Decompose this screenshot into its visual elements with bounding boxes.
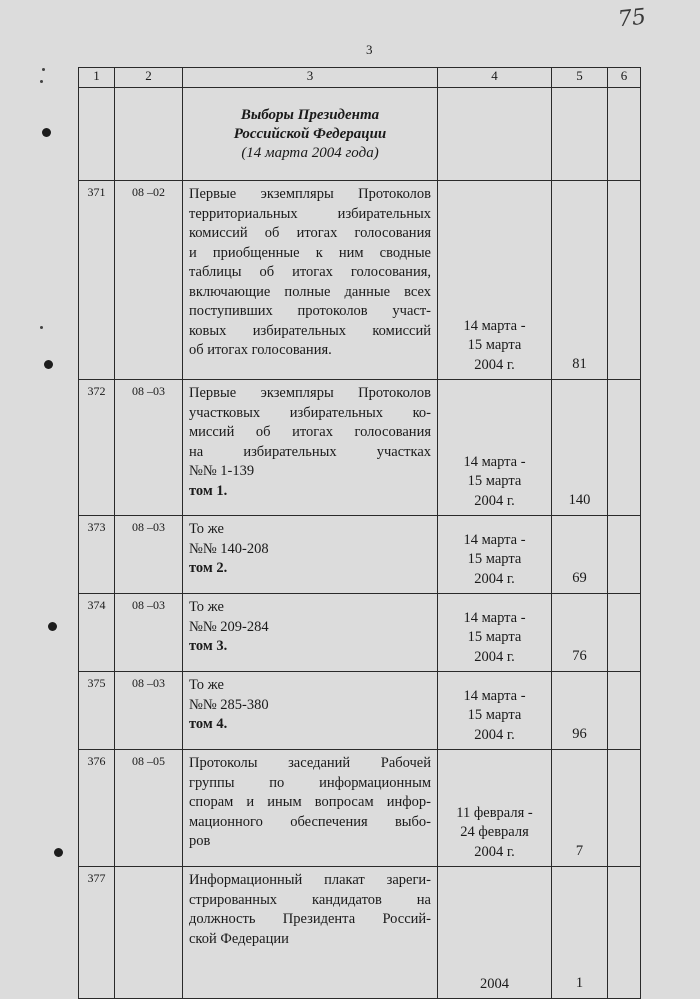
sheet-count: 96 — [572, 726, 587, 742]
table-row — [79, 594, 641, 672]
item-number: 374 — [87, 598, 106, 612]
sheet-count: 1 — [575, 975, 584, 991]
sheet-count: 140 — [568, 492, 591, 508]
date-range-cell — [438, 594, 552, 672]
index-code-cell — [115, 867, 183, 999]
section-title-line: Российской Федерации — [233, 125, 387, 142]
item-number-cell — [79, 672, 115, 750]
description-line: поступивших протоколов участ- — [189, 303, 431, 319]
description-cell — [183, 380, 438, 516]
column-header: 2 — [115, 68, 183, 88]
punch-hole-mark — [42, 128, 51, 137]
sheet-count: 81 — [572, 356, 587, 372]
description-line: об итогах голосования. — [189, 342, 332, 358]
column-header: 6 — [608, 68, 641, 88]
notes-cell — [608, 181, 641, 380]
description-line: группы по информационным — [189, 774, 431, 791]
date-line: 14 марта - — [463, 531, 526, 548]
description-line: №№ 209-284 — [189, 618, 269, 635]
date-line: 24 февраля — [460, 824, 529, 840]
index-code-cell — [115, 594, 183, 672]
index-code-cell — [115, 672, 183, 750]
item-number-cell — [79, 750, 115, 867]
description-line: на избирательных участках — [189, 443, 431, 460]
description-line: №№ 285-380 — [189, 696, 269, 713]
description-line: спорам и иным вопросам инфор- — [189, 794, 431, 810]
handwritten-sheet-number: 75 — [616, 4, 648, 33]
description-cell — [183, 516, 438, 594]
scan-speck — [40, 80, 43, 83]
sheet-count-cell — [552, 750, 608, 867]
description-cell — [183, 750, 438, 867]
column-header-row — [79, 68, 641, 88]
item-number: 372 — [87, 384, 106, 398]
notes-cell — [608, 672, 641, 750]
column-header: 1 — [79, 68, 115, 88]
description-line: и приобщенные к ним сводные — [189, 244, 431, 261]
description-line: комиссий об итогах голосования — [189, 225, 431, 241]
index-code-cell — [115, 516, 183, 594]
table-row — [79, 380, 641, 516]
punch-hole-mark — [48, 622, 57, 631]
sheet-count-cell — [552, 380, 608, 516]
description-line: должность Президента Россий- — [189, 911, 431, 927]
volume-label: том 3. — [189, 638, 228, 654]
description-cell — [183, 181, 438, 380]
volume-label: том 4. — [189, 716, 228, 732]
date-line: 14 марта - — [463, 453, 526, 470]
description-line: включающие полные данные всех — [189, 283, 431, 300]
description-line: Информационный плакат зареги- — [189, 872, 431, 888]
index-code: 08 –05 — [132, 754, 165, 768]
date-range-cell — [438, 380, 552, 516]
date-line: 15 марта — [467, 337, 522, 353]
description-line: стрированных кандидатов на — [189, 891, 431, 908]
column-header: 4 — [438, 68, 552, 88]
description-line: То же — [189, 599, 224, 615]
item-number-cell — [79, 594, 115, 672]
table-row — [79, 750, 641, 867]
notes-cell — [608, 594, 641, 672]
table-row — [79, 516, 641, 594]
sheet-count-cell — [552, 594, 608, 672]
description-line: Первые экземпляры Протоколов — [189, 385, 431, 401]
item-number: 375 — [87, 676, 106, 690]
description-line: таблицы об итогах голосования, — [189, 264, 431, 280]
scan-speck — [40, 326, 43, 329]
item-number-cell — [79, 380, 115, 516]
date-line: 2004 г. — [474, 492, 515, 509]
sheet-count-cell — [552, 181, 608, 380]
description-cell — [183, 594, 438, 672]
item-number: 376 — [87, 754, 106, 768]
date-line: 15 марта — [467, 629, 522, 645]
date-line: 14 марта - — [463, 317, 526, 334]
description-line: мационного обеспечения выбо- — [189, 813, 431, 830]
column-header: 5 — [552, 68, 608, 88]
notes-cell — [608, 750, 641, 867]
table-row — [79, 867, 641, 999]
date-line: 15 марта — [467, 551, 522, 567]
section-heading-row — [79, 88, 641, 181]
date-range-cell — [438, 516, 552, 594]
item-number: 377 — [87, 871, 106, 885]
document-register-table — [78, 67, 641, 999]
date-line: 2004 — [480, 975, 509, 992]
description-line: ковых избирательных комиссий — [189, 322, 431, 339]
sheet-count: 76 — [572, 648, 587, 664]
volume-label: том 2. — [189, 560, 228, 576]
index-code: 08 –03 — [132, 676, 165, 690]
date-line: 2004 г. — [474, 648, 515, 665]
index-code-cell — [115, 181, 183, 380]
date-line: 14 марта - — [463, 687, 526, 704]
date-line: 2004 г. — [474, 843, 515, 860]
description-line: То же — [189, 521, 224, 537]
column-header: 3 — [183, 68, 438, 88]
index-code-cell — [115, 380, 183, 516]
description-line: территориальных избирательных — [189, 205, 431, 222]
date-line: 15 марта — [467, 473, 522, 489]
item-number: 373 — [87, 520, 106, 534]
item-number: 371 — [87, 185, 106, 199]
section-heading — [183, 88, 438, 181]
notes-cell — [608, 516, 641, 594]
description-line: Протоколы заседаний Рабочей — [189, 755, 431, 771]
notes-cell — [608, 380, 641, 516]
description-line: участковых избирательных ко- — [189, 404, 431, 421]
date-line: 2004 г. — [474, 726, 515, 743]
description-line: То же — [189, 677, 224, 693]
description-line: ской Федерации — [189, 930, 289, 947]
description-line: ров — [189, 833, 211, 849]
sheet-count-cell — [552, 672, 608, 750]
punch-hole-mark — [44, 360, 53, 369]
date-line: 2004 г. — [474, 570, 515, 587]
date-line: 15 марта — [467, 707, 522, 723]
description-cell — [183, 672, 438, 750]
item-number-cell — [79, 867, 115, 999]
index-code: 08 –03 — [132, 598, 165, 612]
sheet-count-cell — [552, 867, 608, 999]
section-title-line: Выборы Президента — [240, 106, 380, 123]
description-line: №№ 140-208 — [189, 540, 269, 557]
description-line: Первые экземпляры Протоколов — [189, 186, 431, 202]
page-number: 3 — [366, 42, 373, 57]
index-code: 08 –02 — [132, 185, 165, 199]
index-code: 08 –03 — [132, 384, 165, 398]
punch-hole-mark — [54, 848, 63, 857]
sheet-count-cell — [552, 516, 608, 594]
date-range-cell — [438, 867, 552, 999]
index-code: 08 –03 — [132, 520, 165, 534]
index-code-cell — [115, 750, 183, 867]
description-cell — [183, 867, 438, 999]
notes-cell — [608, 867, 641, 999]
date-line: 2004 г. — [474, 356, 515, 373]
volume-label: том 1. — [189, 482, 228, 499]
sheet-count: 69 — [572, 570, 587, 586]
item-number-cell — [79, 181, 115, 380]
scan-speck — [42, 68, 45, 71]
date-range-cell — [438, 672, 552, 750]
date-line: 11 февраля - — [456, 804, 533, 821]
date-range-cell — [438, 750, 552, 867]
item-number-cell — [79, 516, 115, 594]
date-range-cell — [438, 181, 552, 380]
table-row — [79, 181, 641, 380]
section-date-line: (14 марта 2004 года) — [241, 144, 379, 161]
description-line: миссий об итогах голосования — [189, 424, 431, 440]
table-row — [79, 672, 641, 750]
description-line: №№ 1-139 — [189, 463, 255, 479]
sheet-count: 7 — [575, 843, 584, 859]
date-line: 14 марта - — [463, 609, 526, 626]
